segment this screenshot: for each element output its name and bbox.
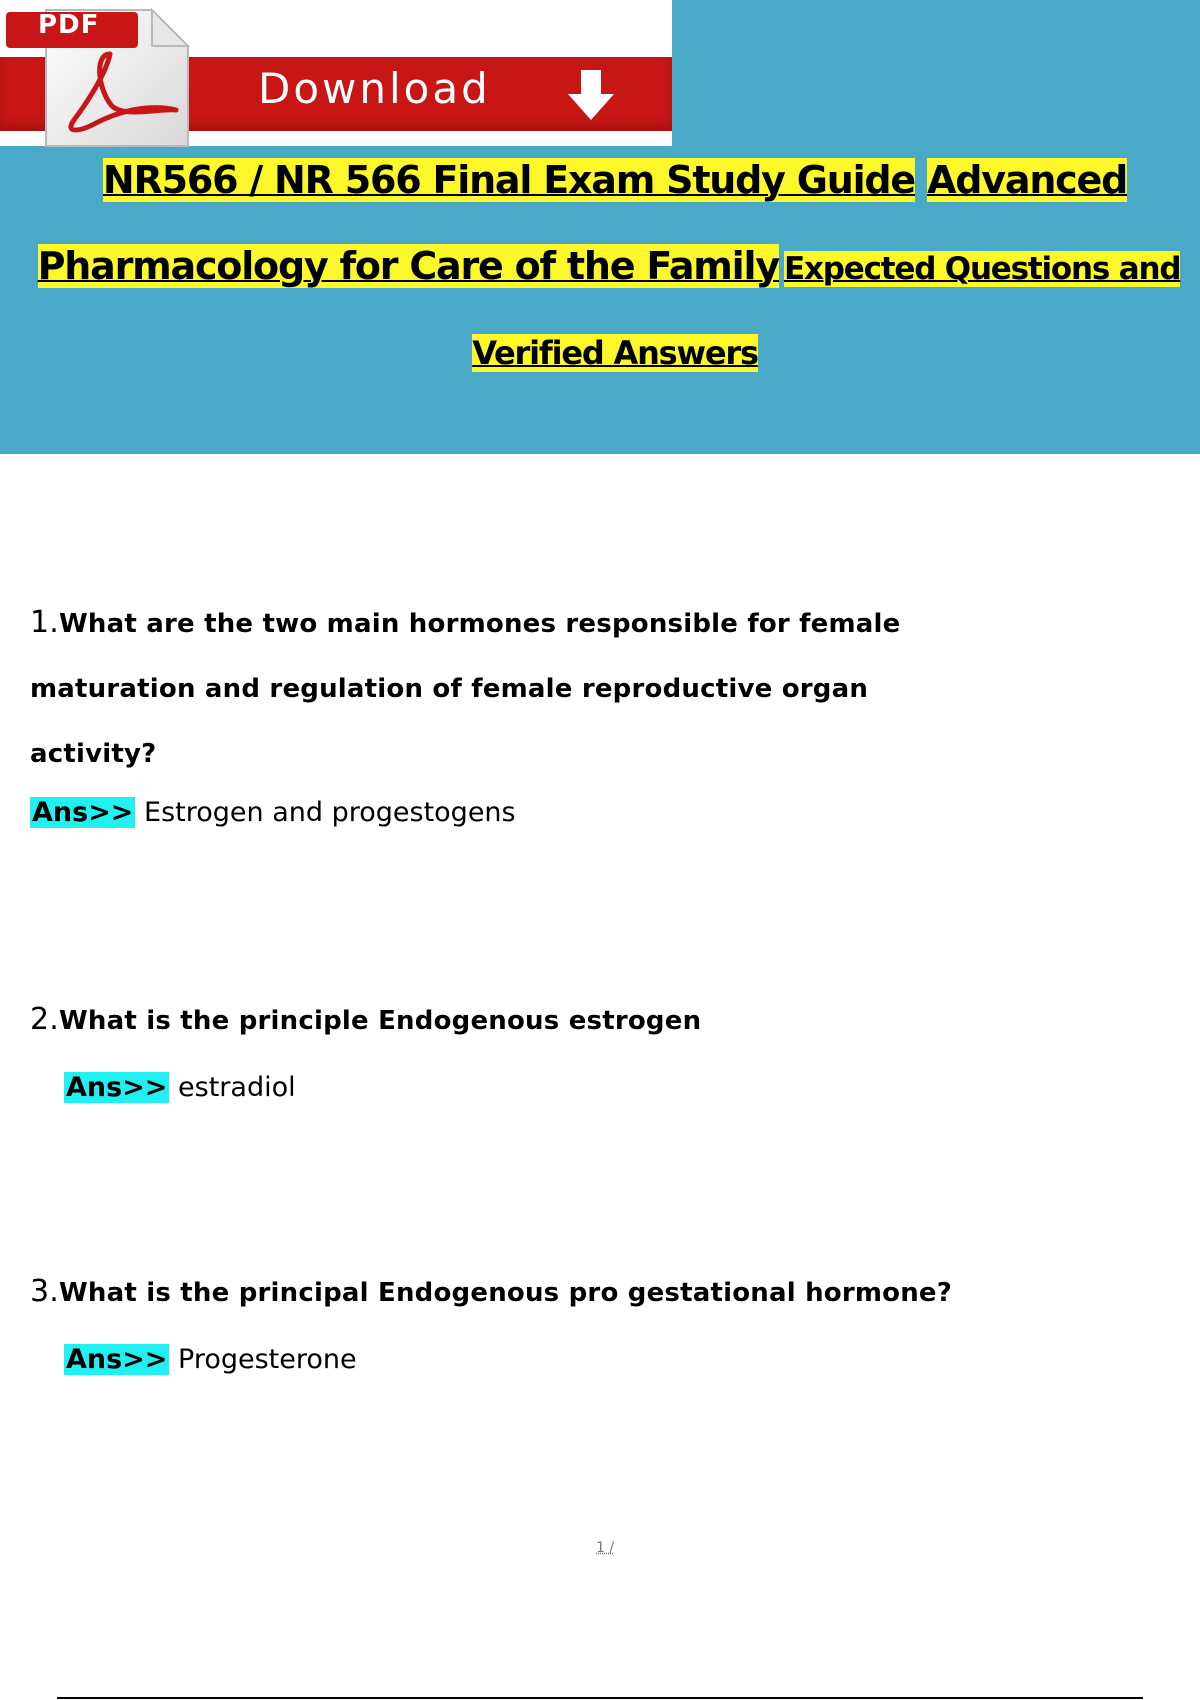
question-2 xyxy=(30,987,701,1108)
title-line-1 xyxy=(30,140,1200,220)
question-3 xyxy=(30,1259,952,1380)
title-part: Advanced xyxy=(927,158,1128,202)
pdf-label: PDF xyxy=(38,10,100,40)
question-number: 3. xyxy=(30,1274,60,1309)
answer-label: Ans>> xyxy=(66,1344,168,1375)
answer xyxy=(30,793,901,833)
title-line-3 xyxy=(30,320,1200,386)
page-number: 1 / xyxy=(596,1540,615,1556)
download-label[interactable]: Download xyxy=(258,64,491,113)
title-part: NR566 / NR 566 Final Exam Study Guide xyxy=(102,158,915,202)
question-number: 1. xyxy=(30,605,60,640)
answer-text: Progesterone xyxy=(178,1344,357,1375)
title-part: Expected Questions and xyxy=(784,251,1181,287)
answer xyxy=(64,1068,701,1108)
download-arrow-icon[interactable] xyxy=(566,70,616,122)
question-line: What are the two main hormones responsible for female xyxy=(59,609,901,639)
answer-label: Ans>> xyxy=(32,797,134,828)
title-part: Pharmacology for Care of the Family xyxy=(37,244,779,288)
question-number: 2. xyxy=(30,1002,60,1037)
question-line: What is the principle Endogenous estrogen xyxy=(59,1006,702,1036)
question-line: What is the principal Endogenous pro gestational hormone? xyxy=(59,1278,953,1308)
document-title xyxy=(30,140,1200,386)
answer xyxy=(64,1340,952,1380)
answer-text: estradiol xyxy=(178,1072,296,1103)
title-part: Verified Answers xyxy=(472,334,758,372)
question-text xyxy=(30,1259,952,1326)
question-text xyxy=(30,590,901,657)
question-text xyxy=(30,987,701,1054)
footer-rule xyxy=(57,1697,1143,1699)
answer-label: Ans>> xyxy=(66,1072,168,1103)
question-1 xyxy=(30,590,901,833)
title-line-2 xyxy=(24,220,1194,320)
question-line: maturation and regulation of female reproductive organ xyxy=(30,674,869,704)
question-line: activity? xyxy=(30,739,157,769)
answer-text: Estrogen and progestogens xyxy=(144,797,516,828)
